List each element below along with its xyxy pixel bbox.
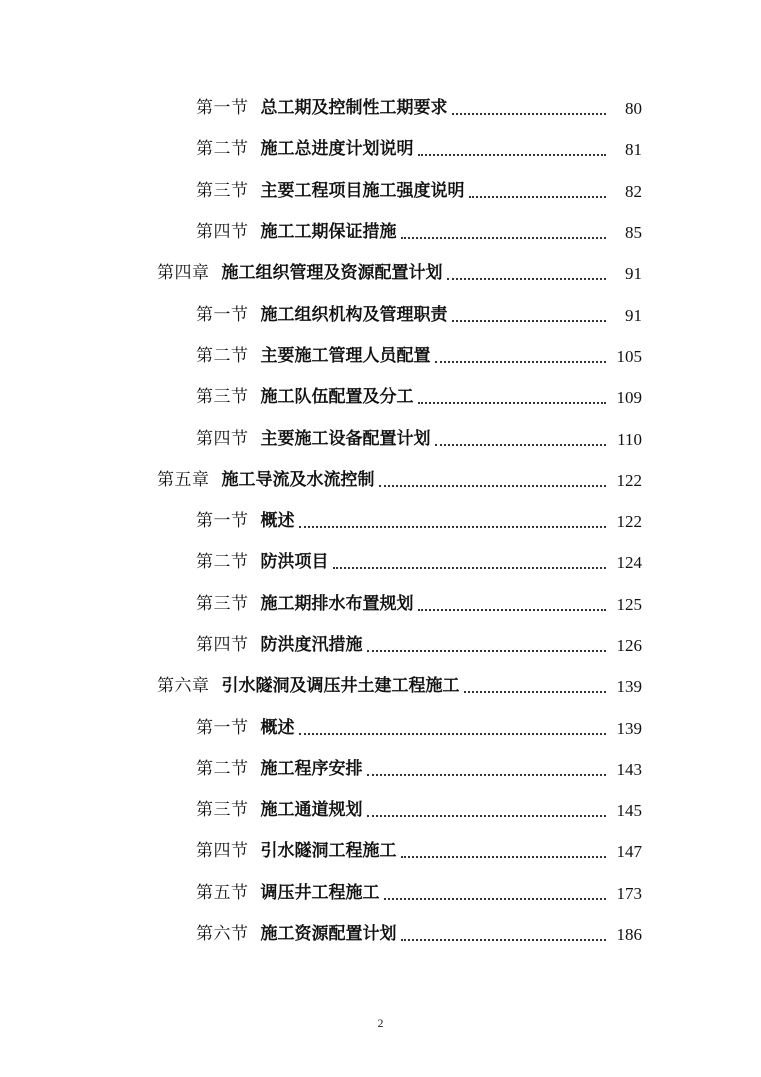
- toc-section-entry[interactable]: [0, 707, 761, 748]
- toc-entry-title: 施工导流及水流控制: [221, 469, 375, 490]
- dot-leader: [435, 443, 607, 446]
- toc-entry-title: 引水隧洞工程施工: [260, 841, 397, 862]
- dot-leader: [435, 360, 607, 363]
- toc-chapter-entry[interactable]: [0, 460, 761, 501]
- toc-entry-page: 139: [616, 677, 642, 697]
- toc-section-entry[interactable]: [0, 171, 761, 212]
- dot-leader: [418, 401, 607, 404]
- toc-entry-label: 第六章: [157, 676, 210, 697]
- toc-entry-title: 施工工期保证措施: [260, 222, 397, 243]
- toc-entry-title: 防洪度汛措施: [260, 635, 363, 655]
- toc-section-entry[interactable]: [0, 749, 761, 790]
- toc-entry-page: 81: [625, 140, 642, 160]
- page-number: 2: [377, 1016, 384, 1030]
- toc-entry-title: 主要施工管理人员配置: [260, 345, 431, 366]
- toc-entry-page: 147: [616, 842, 642, 862]
- toc-entry-label: 第四节: [196, 428, 249, 449]
- toc-entry-page: 173: [616, 883, 642, 903]
- toc-entry-page: 124: [616, 553, 642, 573]
- toc-entry-page: 126: [616, 636, 642, 655]
- toc-entry-title: 总工期及控制性工期要求: [260, 98, 448, 119]
- dot-leader: [384, 897, 607, 900]
- toc-entry-label: 第一节: [196, 511, 249, 532]
- toc-section-entry[interactable]: [0, 584, 761, 625]
- toc-entry-page: 80: [625, 99, 642, 119]
- dot-leader: [367, 773, 607, 776]
- toc-entry-label: 第二节: [196, 552, 249, 573]
- table-of-contents: [0, 88, 761, 955]
- toc-entry-page: 122: [616, 470, 642, 490]
- dot-leader: [401, 236, 607, 239]
- toc-section-entry[interactable]: [0, 790, 761, 831]
- toc-entry-label: 第一节: [196, 717, 249, 738]
- toc-entry-title: 概述: [260, 511, 295, 532]
- toc-section-entry[interactable]: [0, 542, 761, 583]
- toc-entry-label: 第四章: [157, 263, 210, 284]
- dot-leader: [452, 319, 607, 322]
- toc-entry-label: 第三节: [196, 180, 249, 201]
- toc-entry-title: 主要工程项目施工强度说明: [260, 180, 465, 201]
- dot-leader: [418, 153, 607, 156]
- toc-entry-title: 引水隧洞及调压井土建工程施工: [221, 676, 460, 697]
- toc-entry-label: 第五章: [157, 469, 210, 490]
- dot-leader: [367, 814, 607, 817]
- toc-entry-title: 调压井工程施工: [260, 882, 380, 903]
- toc-entry-title: 概述: [260, 717, 295, 738]
- dot-leader: [464, 690, 607, 693]
- toc-section-entry[interactable]: [0, 418, 761, 459]
- toc-entry-label: 第五节: [196, 882, 249, 903]
- toc-section-entry[interactable]: [0, 129, 761, 170]
- toc-entry-page: 139: [616, 718, 642, 738]
- toc-entry-title: 施工期排水布置规划: [260, 593, 414, 614]
- toc-section-entry[interactable]: [0, 625, 761, 666]
- toc-entry-page: 145: [616, 801, 642, 821]
- toc-entry-label: 第四节: [196, 635, 249, 655]
- toc-entry-label: 第二节: [196, 139, 249, 160]
- toc-section-entry[interactable]: [0, 336, 761, 377]
- toc-entry-title: 防洪项目: [260, 552, 329, 573]
- dot-leader: [299, 525, 607, 528]
- toc-entry-page: 143: [616, 759, 642, 779]
- toc-entry-page: 85: [625, 223, 642, 243]
- toc-entry-label: 第一节: [196, 304, 249, 325]
- toc-entry-page: 91: [625, 264, 642, 284]
- toc-entry-page: 82: [625, 181, 642, 201]
- toc-entry-label: 第二节: [196, 758, 249, 779]
- toc-section-entry[interactable]: [0, 377, 761, 418]
- toc-entry-page: 109: [616, 388, 642, 408]
- dot-leader: [401, 855, 607, 858]
- toc-entry-label: 第六节: [196, 924, 249, 945]
- dot-leader: [367, 649, 607, 652]
- dot-leader: [401, 938, 607, 941]
- dot-leader: [299, 732, 607, 735]
- dot-leader: [379, 484, 607, 487]
- toc-section-entry[interactable]: [0, 212, 761, 253]
- toc-entry-page: 110: [617, 429, 642, 449]
- dot-leader: [452, 112, 607, 115]
- toc-entry-title: 施工资源配置计划: [260, 924, 397, 945]
- toc-section-entry[interactable]: [0, 914, 761, 955]
- dot-leader: [333, 566, 607, 569]
- toc-section-entry[interactable]: [0, 501, 761, 542]
- toc-section-entry[interactable]: [0, 294, 761, 335]
- dot-leader: [418, 608, 607, 611]
- toc-chapter-entry[interactable]: [0, 253, 761, 294]
- toc-entry-title: 施工组织管理及资源配置计划: [221, 263, 443, 284]
- toc-entry-title: 施工组织机构及管理职责: [260, 304, 448, 325]
- toc-entry-page: 125: [616, 594, 642, 614]
- toc-entry-label: 第三节: [196, 800, 249, 821]
- dot-leader: [469, 195, 607, 198]
- toc-entry-label: 第一节: [196, 98, 249, 119]
- toc-section-entry[interactable]: [0, 873, 761, 914]
- toc-entry-title: 施工队伍配置及分工: [260, 387, 414, 408]
- toc-entry-label: 第四节: [196, 841, 249, 862]
- toc-entry-label: 第二节: [196, 345, 249, 366]
- toc-entry-title: 施工通道规划: [260, 800, 363, 821]
- toc-entry-title: 施工程序安排: [260, 758, 363, 779]
- toc-entry-page: 105: [616, 346, 642, 366]
- toc-entry-page: 122: [616, 512, 642, 532]
- toc-entry-label: 第四节: [196, 222, 249, 243]
- toc-section-entry[interactable]: [0, 831, 761, 872]
- toc-chapter-entry[interactable]: [0, 666, 761, 707]
- toc-entry-page: 91: [625, 305, 642, 325]
- toc-entry-label: 第三节: [196, 387, 249, 408]
- toc-entry-label: 第三节: [196, 593, 249, 614]
- toc-entry-title: 施工总进度计划说明: [260, 139, 414, 160]
- toc-entry-page: 186: [616, 925, 642, 945]
- toc-section-entry[interactable]: [0, 88, 761, 129]
- dot-leader: [447, 277, 607, 280]
- toc-entry-title: 主要施工设备配置计划: [260, 428, 431, 449]
